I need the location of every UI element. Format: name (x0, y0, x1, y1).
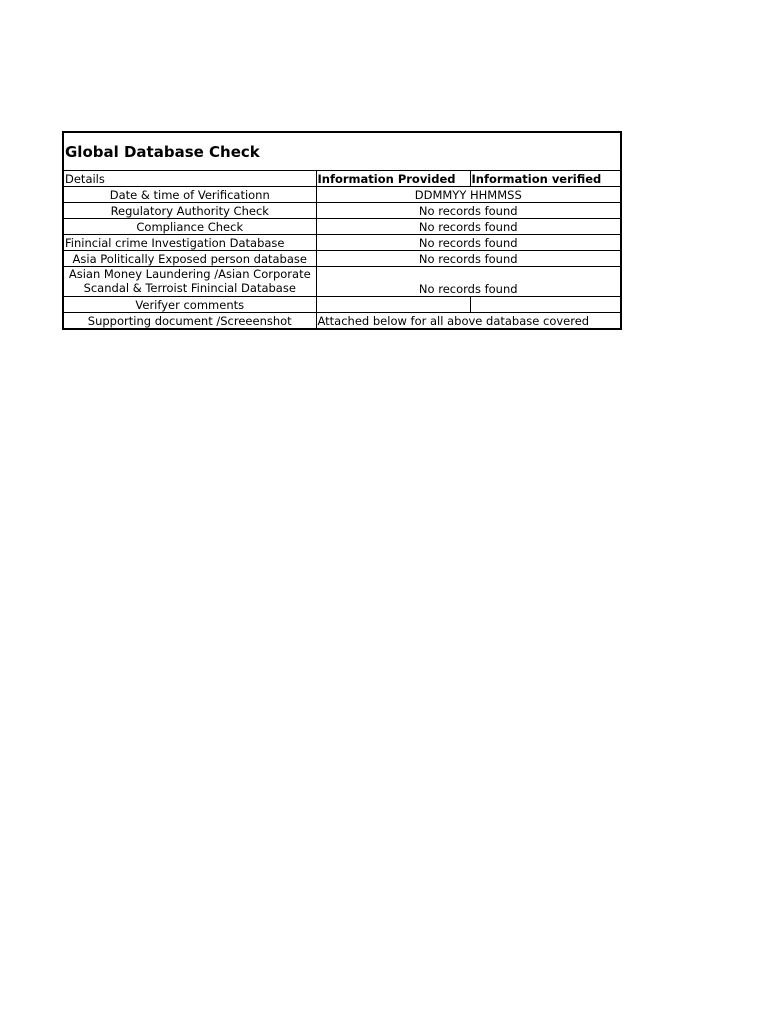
row-value: No records found (316, 251, 620, 267)
table-row (64, 267, 620, 297)
row-value (470, 297, 620, 313)
row-label: Finincial crime Investigation Database (64, 235, 316, 251)
header-information-provided: Information Provided (316, 171, 470, 187)
row-label: Regulatory Authority Check (64, 203, 316, 219)
table-row (64, 297, 620, 313)
row-value: No records found (316, 219, 620, 235)
row-label: Asia Politically Exposed person database (64, 251, 316, 267)
table-row (64, 203, 620, 219)
row-value: No records found (316, 235, 620, 251)
row-value: Attached below for all above database covered (316, 313, 620, 329)
table-row (64, 313, 620, 329)
row-label: Compliance Check (64, 219, 316, 235)
table-row (64, 251, 620, 267)
table-row (64, 187, 620, 203)
row-value-empty (316, 297, 470, 313)
row-label-line: Scandal & Terroist Finincial Database (83, 280, 296, 295)
title-row (64, 133, 620, 171)
header-row (64, 171, 620, 187)
sheet-title: Global Database Check (65, 142, 260, 161)
row-value: No records found (316, 267, 620, 297)
row-value: No records found (316, 203, 620, 219)
row-label: Supporting document /Screeenshot (64, 313, 316, 329)
row-value: DDMMYY HHMMSS (316, 187, 620, 203)
row-label (64, 267, 316, 297)
row-label-line: Asian Money Laundering /Asian Corporate (68, 267, 311, 281)
global-database-check-sheet (62, 131, 622, 330)
row-label: Date & time of Verificationn (64, 187, 316, 203)
table-row (64, 219, 620, 235)
database-check-table (64, 171, 620, 328)
row-label: Verifyer comments (64, 297, 316, 313)
header-details: Details (64, 171, 316, 187)
table-row (64, 235, 620, 251)
header-information-verified: Information verified (470, 171, 620, 187)
